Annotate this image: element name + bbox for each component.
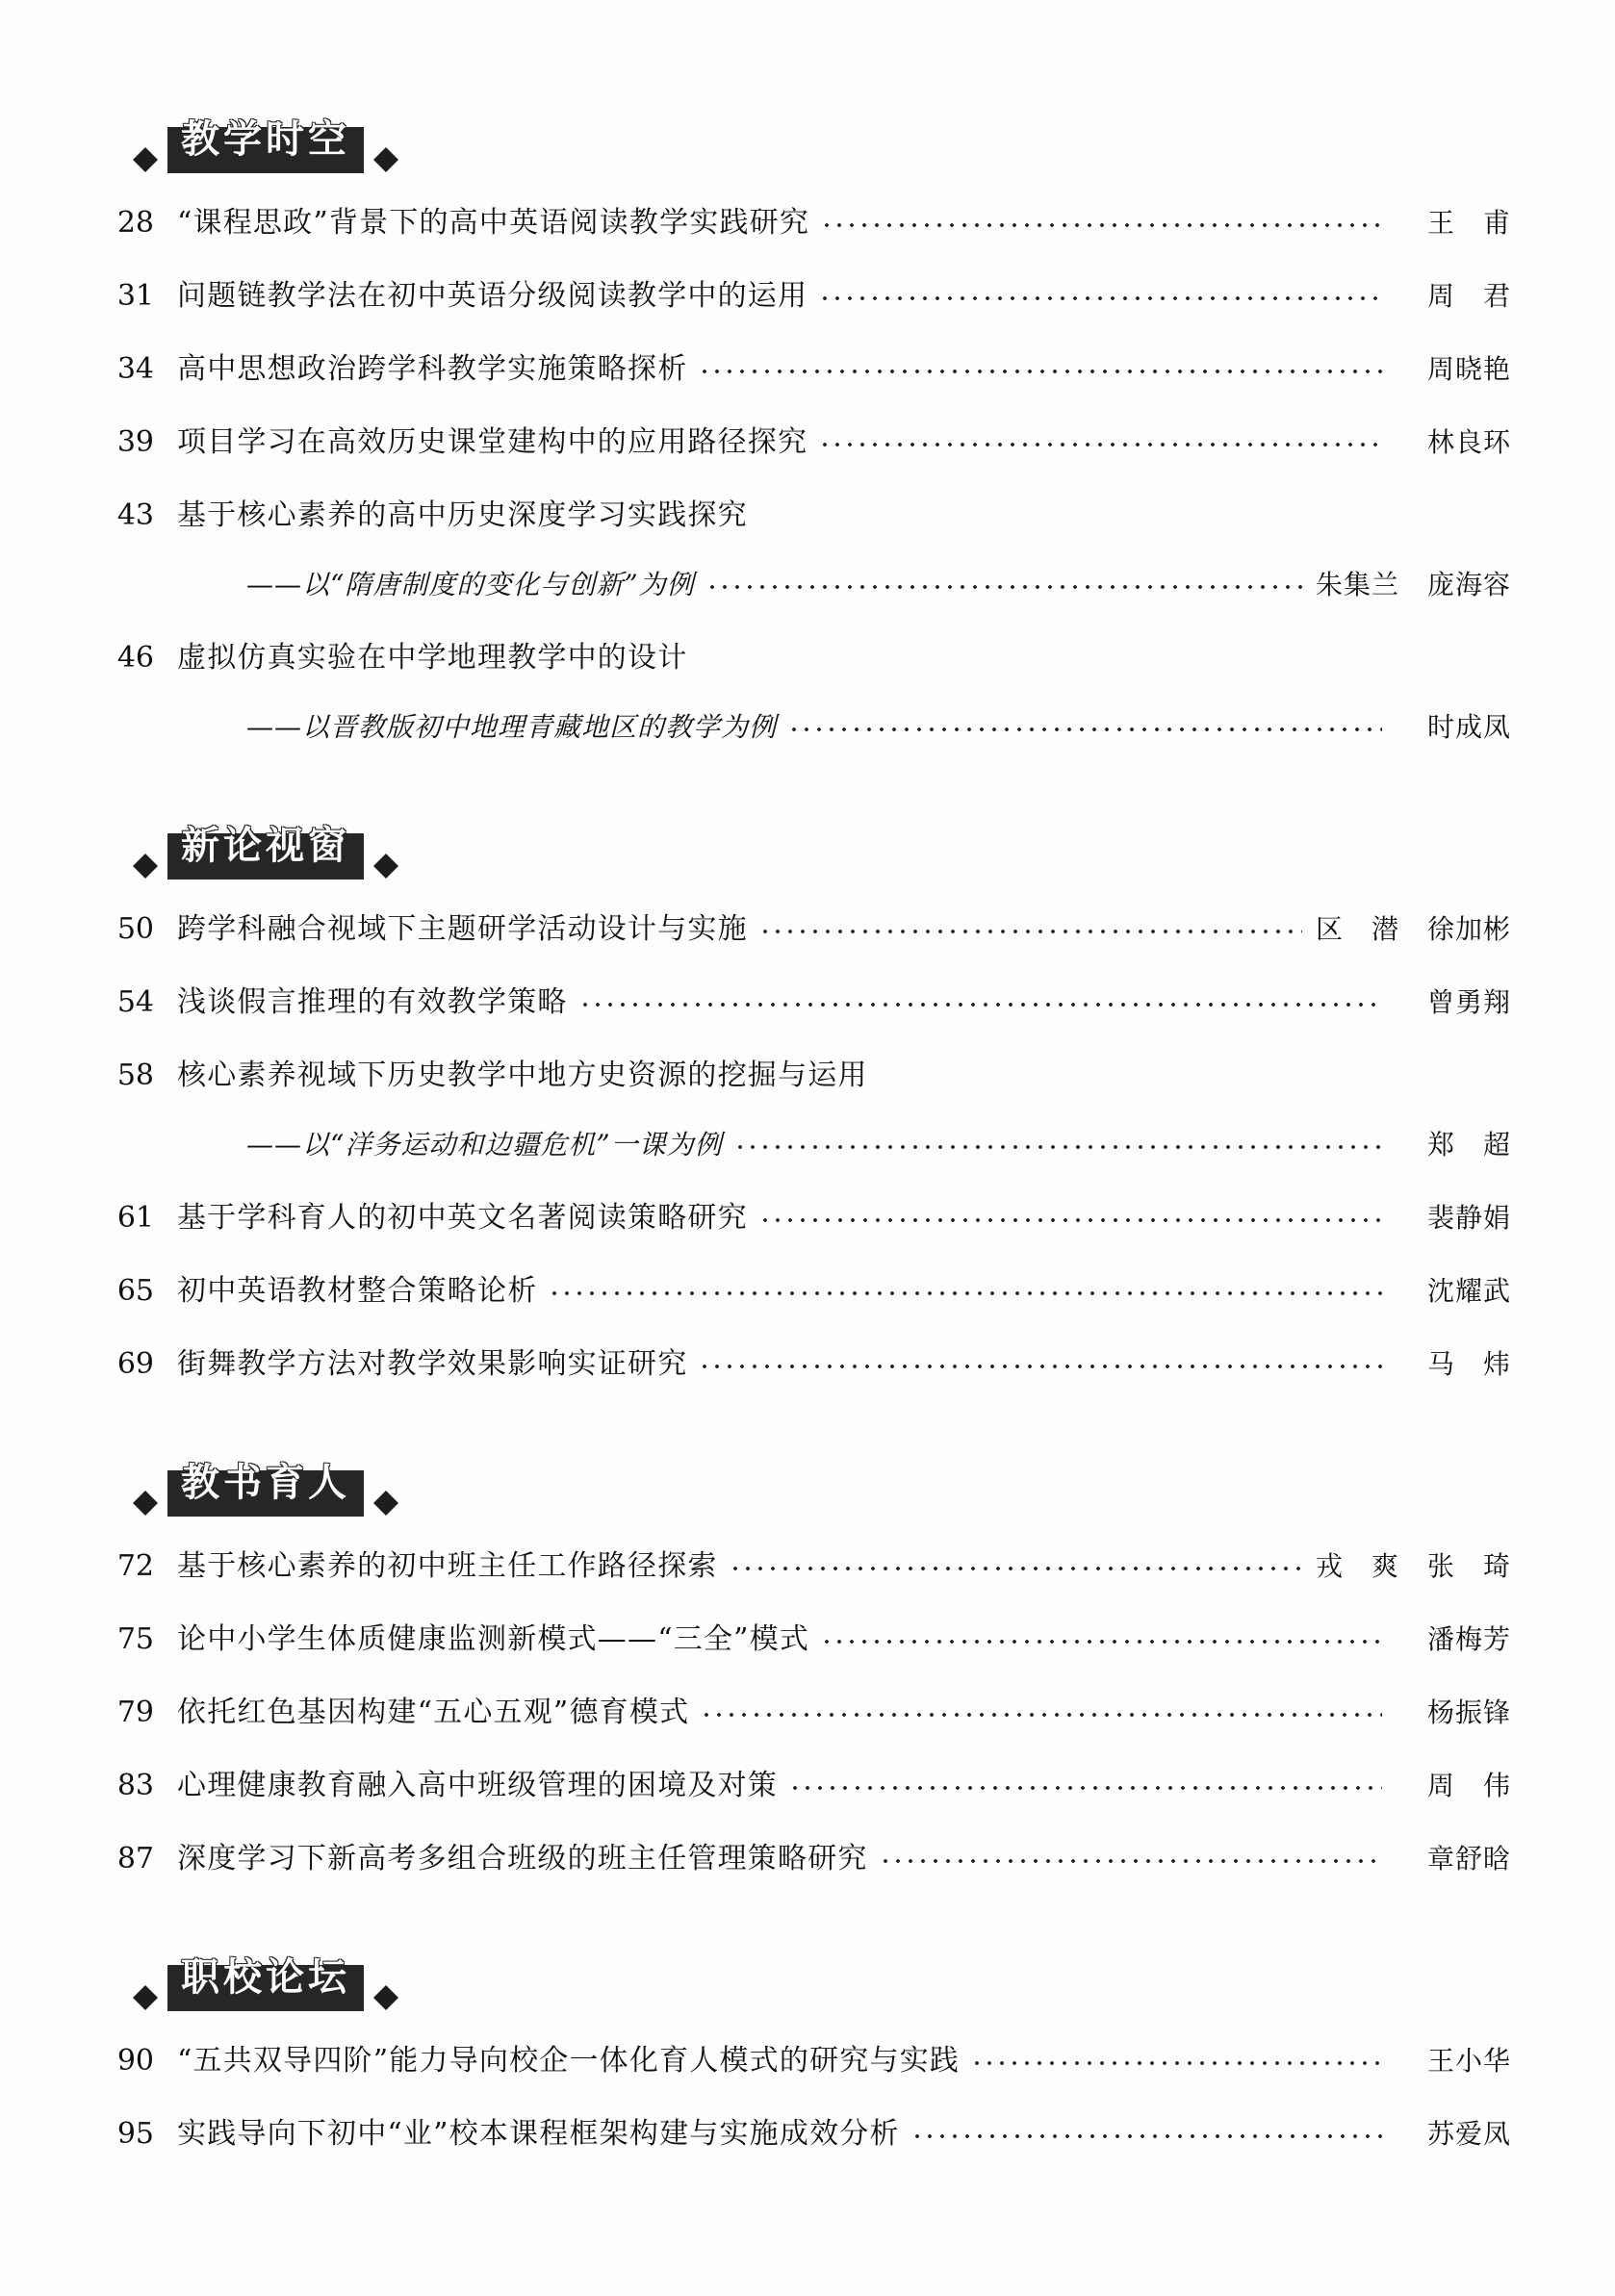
toc-entry[interactable] (104, 1526, 1511, 1599)
entry-authors: 林良环 (1426, 426, 1511, 458)
entry-title[interactable]: 浅谈假言推理的有效教学策略 (177, 985, 568, 1019)
toc-entry-line[interactable] (104, 256, 1511, 329)
entry-page-number: 75 (116, 1622, 154, 1656)
entry-authors: 沈耀武 (1426, 1275, 1511, 1307)
entry-page-number: 69 (116, 1347, 154, 1381)
entry-page-number: 54 (116, 985, 154, 1019)
section-header (133, 1441, 1511, 1517)
entry-authors: 戎 爽 张 琦 (1315, 1550, 1511, 1582)
entry-authors: 时成凤 (1426, 711, 1511, 743)
section-title: 新论视窗 (181, 824, 350, 868)
entry-authors: 王小华 (1426, 2045, 1511, 2077)
entry-title[interactable]: 心理健康教育融入高中班级管理的困境及对策 (177, 1769, 778, 1802)
entry-authors: 苏爱凤 (1426, 2118, 1511, 2150)
leader-dots (552, 1285, 1382, 1300)
table-of-contents (104, 98, 1511, 2167)
leader-dots (703, 651, 1498, 667)
leader-dots (884, 1852, 1382, 1868)
leader-dots (792, 721, 1382, 736)
leader-dots (823, 290, 1382, 305)
section-title: 职校论坛 (181, 1955, 350, 2000)
diamond-left-icon (133, 1478, 158, 1503)
toc-entry-line[interactable] (104, 1746, 1511, 1819)
entry-page-number: 50 (116, 912, 154, 946)
toc-entry-line[interactable] (104, 1672, 1511, 1746)
leader-dots (975, 2054, 1382, 2070)
entry-title[interactable]: 核心素养视域下历史教学中地方史资源的挖掘与运用 (177, 1059, 868, 1092)
diamond-right-icon (373, 1973, 398, 1998)
toc-entry[interactable] (104, 1746, 1511, 1819)
entry-page-number: 72 (116, 1549, 154, 1583)
entry-authors: 曾勇翔 (1426, 986, 1511, 1018)
toc-entry-line[interactable] (104, 1251, 1511, 1324)
entry-page-number: 95 (116, 2117, 154, 2151)
entry-title[interactable]: 深度学习下新高考多组合班级的班主任管理策略研究 (177, 1842, 868, 1875)
toc-entry-line[interactable] (104, 1819, 1511, 1892)
section-header (133, 98, 1511, 173)
entry-title[interactable]: 论中小学生体质健康监测新模式——“三全”模式 (177, 1622, 810, 1656)
entry-authors: 马 炜 (1426, 1348, 1511, 1380)
entry-authors: 潘梅芳 (1426, 1623, 1511, 1655)
entry-authors: 章舒晗 (1426, 1843, 1511, 1875)
diamond-right-icon (373, 135, 398, 160)
leader-dots (825, 1633, 1382, 1648)
entry-page-number: 61 (116, 1201, 154, 1235)
leader-dots (705, 1706, 1382, 1722)
toc-entry[interactable] (104, 1672, 1511, 1746)
section-header (133, 1936, 1511, 2011)
entry-title[interactable]: 虚拟仿真实验在中学地理教学中的设计 (177, 641, 688, 675)
entry-authors: 裴静娟 (1426, 1202, 1511, 1234)
section-title-plate (167, 117, 364, 173)
section-title: 教学时空 (181, 117, 350, 162)
leader-dots (823, 436, 1382, 451)
leader-dots (825, 217, 1382, 232)
section-title-plate (167, 1955, 364, 2011)
entry-title[interactable]: 高中思想政治跨学科教学实施策略探析 (177, 352, 688, 386)
toc-entry-subtitle-line[interactable] (104, 691, 1511, 760)
toc-entry[interactable] (104, 1178, 1511, 1251)
entry-authors: 周 君 (1426, 280, 1511, 312)
entry-page-number: 58 (116, 1059, 154, 1092)
entry-title[interactable]: 基于核心素养的高中历史深度学习实践探究 (177, 498, 748, 532)
entry-title[interactable]: 基于学科育人的初中英文名著阅读策略研究 (177, 1201, 748, 1235)
entry-page-number: 34 (116, 352, 154, 386)
entry-title[interactable]: 实践导向下初中“业”校本课程框架构建与实施成效分析 (177, 2117, 900, 2151)
toc-entry-subtitle-line[interactable] (104, 1109, 1511, 1178)
entry-page-number: 65 (116, 1274, 154, 1308)
leader-dots (793, 1779, 1382, 1795)
entry-title[interactable]: 跨学科融合视域下主题研学活动设计与实施 (177, 912, 748, 946)
toc-entry-line[interactable] (104, 1324, 1511, 1397)
entry-page-number: 83 (116, 1769, 154, 1802)
entry-title[interactable]: “课程思政”背景下的高中英语阅读教学实践研究 (177, 206, 810, 240)
toc-entry[interactable] (104, 962, 1511, 1035)
diamond-right-icon (373, 841, 398, 866)
entry-title[interactable]: “五共双导四阶”能力导向校企一体化育人模式的研究与实践 (177, 2044, 961, 2078)
toc-entry-line[interactable] (104, 1178, 1511, 1251)
leader-dots (763, 509, 1498, 524)
entry-subtitle[interactable]: ——以晋教版初中地理青藏地区的教学为例 (246, 711, 778, 743)
toc-entry[interactable] (104, 475, 1511, 618)
entry-authors: 杨振锋 (1426, 1696, 1511, 1728)
entry-page-number: 31 (116, 279, 154, 313)
entry-authors: 区 潜 徐加彬 (1315, 913, 1511, 945)
leader-dots (710, 578, 1302, 594)
entry-title[interactable]: 街舞教学方法对教学效果影响实证研究 (177, 1347, 688, 1381)
diamond-left-icon (133, 841, 158, 866)
toc-entry[interactable] (104, 889, 1511, 962)
toc-entry[interactable] (104, 2021, 1511, 2094)
entry-authors: 周晓艳 (1426, 353, 1511, 385)
section-title: 教书育人 (181, 1461, 350, 1505)
leader-dots (733, 1560, 1302, 1575)
entry-page-number: 46 (116, 641, 154, 675)
leader-dots (703, 1358, 1382, 1373)
toc-entry-line[interactable] (104, 1035, 1511, 1109)
leader-dots (583, 996, 1382, 1011)
entry-title[interactable]: 基于核心素养的初中班主任工作路径探索 (177, 1549, 718, 1583)
section-title-plate (167, 824, 364, 880)
entry-authors: 周 伟 (1426, 1770, 1511, 1801)
toc-entry-line[interactable] (104, 1599, 1511, 1672)
toc-entry-line[interactable] (104, 183, 1511, 256)
entry-page-number: 90 (116, 2044, 154, 2078)
toc-entry[interactable] (104, 329, 1511, 402)
entry-subtitle[interactable]: ——以“洋务运动和边疆危机”一课为例 (246, 1129, 723, 1161)
entry-title[interactable]: 依托红色基因构建“五心五观”德育模式 (177, 1696, 690, 1729)
diamond-left-icon (133, 135, 158, 160)
entry-page-number: 79 (116, 1696, 154, 1729)
leader-dots (763, 1212, 1382, 1227)
entry-authors: 王 甫 (1426, 207, 1511, 239)
toc-entry[interactable] (104, 402, 1511, 475)
toc-entry-line[interactable] (104, 1526, 1511, 1599)
toc-entry[interactable] (104, 618, 1511, 760)
toc-entry[interactable] (104, 1035, 1511, 1178)
entry-authors: 郑 超 (1426, 1129, 1511, 1161)
toc-entry-line[interactable] (104, 329, 1511, 402)
entry-title[interactable]: 问题链教学法在初中英语分级阅读教学中的运用 (177, 279, 808, 313)
entry-page-number: 43 (116, 498, 154, 532)
entry-page-number: 28 (116, 206, 154, 240)
toc-entry[interactable] (104, 183, 1511, 256)
leader-dots (703, 363, 1382, 378)
entry-page-number: 87 (116, 1842, 154, 1875)
toc-entry-line[interactable] (104, 889, 1511, 962)
entry-title[interactable]: 初中英语教材整合策略论析 (177, 1274, 538, 1308)
toc-entry[interactable] (104, 2094, 1511, 2167)
leader-dots (915, 2128, 1382, 2143)
entry-page-number: 39 (116, 425, 154, 459)
leader-dots (738, 1138, 1382, 1154)
leader-dots (763, 923, 1302, 938)
toc-entry-line[interactable] (104, 2021, 1511, 2094)
leader-dots (884, 1069, 1498, 1084)
section-title-plate (167, 1461, 364, 1517)
toc-entry[interactable] (104, 1599, 1511, 1672)
toc-entry-subtitle-line[interactable] (104, 548, 1511, 618)
toc-entry[interactable] (104, 256, 1511, 329)
toc-entry[interactable] (104, 1324, 1511, 1397)
toc-entry[interactable] (104, 1819, 1511, 1892)
diamond-right-icon (373, 1478, 398, 1503)
entry-title[interactable]: 项目学习在高效历史课堂建构中的应用路径探究 (177, 425, 808, 459)
toc-entry-line[interactable] (104, 618, 1511, 691)
toc-entry-line[interactable] (104, 2094, 1511, 2167)
section-header (133, 804, 1511, 880)
entry-subtitle[interactable]: ——以“隋唐制度的变化与创新”为例 (246, 569, 695, 600)
toc-entry-line[interactable] (104, 475, 1511, 548)
toc-entry[interactable] (104, 1251, 1511, 1324)
entry-authors: 朱集兰 庞海容 (1315, 569, 1511, 600)
diamond-left-icon (133, 1973, 158, 1998)
toc-entry-line[interactable] (104, 962, 1511, 1035)
toc-entry-line[interactable] (104, 402, 1511, 475)
